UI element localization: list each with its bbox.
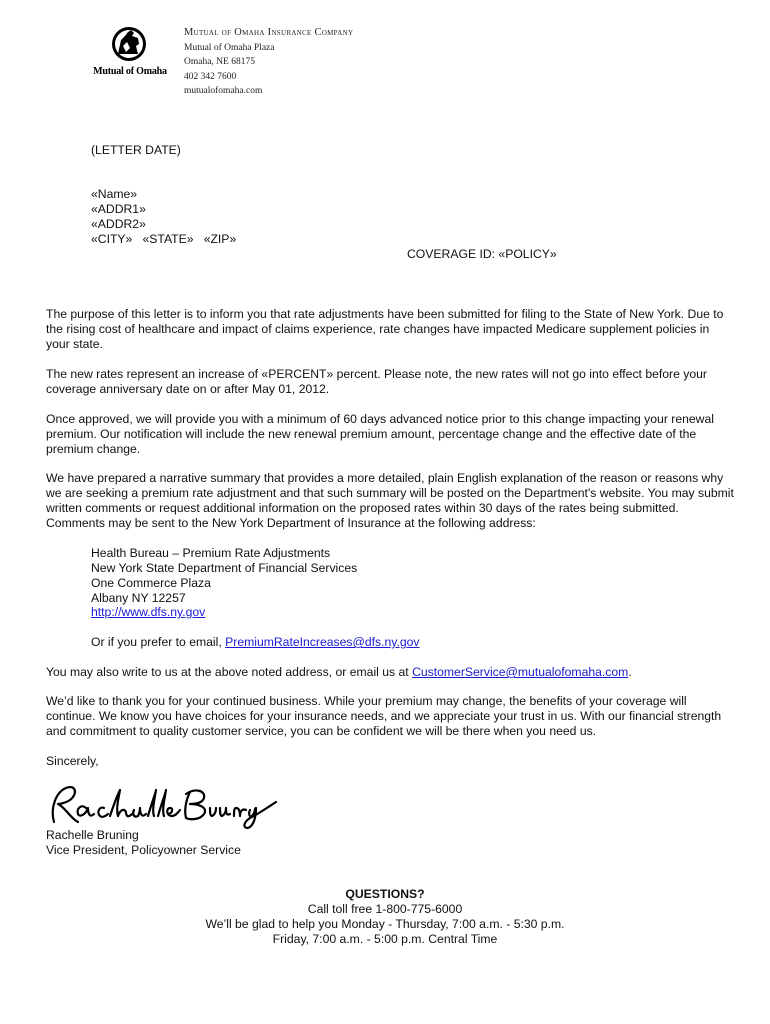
paragraph-rate-increase: The new rates represent an increase of «PERCENT» percent. Please note, the new rates will not go into effect before your coverage anniversary date on or after May 01, 2012.: [46, 367, 707, 396]
recipient-city-state-zip: [91, 232, 236, 247]
paragraph-purpose: The purpose of this letter is to inform you that rate adjustments have been submitted for filing to the State of New York. Due to the rising cost of healthcare and impact of claims experience, rate changes have impacted Medicare supplement policies in your state.: [46, 307, 724, 351]
company-address-line2: Omaha, NE 68175: [184, 57, 255, 67]
closing: Sincerely,: [46, 754, 99, 768]
recipient-state: «STATE»: [142, 232, 194, 246]
email-preference-text: Or if you prefer to email,: [91, 635, 226, 649]
paragraph-thanks: We’d like to thank you for your continued business. While your premium may change, the benefits of your coverage will continue. We know you have choices for your insurance needs, and we appreciate your trust in us. With our financial strength and commitment to quality customer service, you can be confident we will be there when you need us.: [46, 694, 722, 738]
dfs-address-line3: One Commerce Plaza: [91, 576, 211, 590]
company-name: Mutual of Omaha Insurance Company: [184, 27, 354, 38]
company-address-line1: Mutual of Omaha Plaza: [184, 42, 275, 53]
recipient-zip: «ZIP»: [203, 232, 237, 246]
dfs-website-link[interactable]: http://www.dfs.ny.gov: [91, 605, 206, 619]
signature-image: [44, 778, 284, 832]
signer-name: Rachelle Bruning: [46, 828, 139, 842]
questions-heading: QUESTIONS?: [345, 887, 425, 901]
company-phone: 402 342 7600: [184, 71, 237, 82]
dfs-address-line1: Health Bureau – Premium Rate Adjustments: [91, 546, 331, 560]
recipient-city: «CITY»: [91, 232, 133, 246]
dfs-address-line2: New York State Department of Financial Services: [91, 561, 358, 575]
paragraph-narrative-summary: We have prepared a narrative summary that provides a more detailed, plain English explanation of the reason or reasons why we are seeking a premium rate adjustment and that such summary will be posted on the Department's website. You may submit written comments or request additional information on the proposed rates within 30 days of the rates being submitted. Comments may be sent to the New York Department of Insurance at the following address:: [46, 471, 734, 530]
dfs-address-line4: Albany NY 12257: [91, 591, 186, 605]
customer-service-email-link[interactable]: CustomerService@mutualofomaha.com: [412, 665, 629, 679]
write-us-text: You may also write to us at the above noted address, or email us at: [46, 665, 413, 679]
write-us-line: [46, 665, 632, 680]
questions-hours-weekday: We’ll be glad to help you Monday - Thursday, 7:00 a.m. - 5:30 p.m.: [205, 917, 565, 931]
questions-hours-friday: Friday, 7:00 a.m. - 5:00 p.m. Central Time: [272, 932, 498, 946]
company-address-block: [184, 26, 353, 99]
letter-date: (LETTER DATE): [91, 143, 181, 157]
write-us-period: .: [628, 665, 632, 679]
email-preference-line: [91, 635, 419, 650]
dfs-email-link[interactable]: PremiumRateIncreases@dfs.ny.gov: [225, 635, 420, 649]
recipient-name: «Name»: [91, 187, 138, 201]
paragraph-notice: Once approved, we will provide you with a minimum of 60 days advanced notice prior to this change impacting your renewal premium. Our notification will include the new renewal premium amount, percentage change and the effective date of the premium change.: [46, 412, 714, 456]
logo-wordmark: Mutual of Omaha: [93, 66, 167, 77]
coverage-id: COVERAGE ID: «POLICY»: [407, 247, 557, 261]
recipient-addr2: «ADDR2»: [91, 217, 146, 231]
company-website: mutualofomaha.com: [184, 86, 263, 96]
recipient-addr1: «ADDR1»: [91, 202, 146, 216]
questions-phone: Call toll free 1-800-775-6000: [307, 902, 463, 916]
dfs-address-url-line: [91, 605, 205, 620]
signer-title: Vice President, Policyowner Service: [46, 843, 241, 857]
